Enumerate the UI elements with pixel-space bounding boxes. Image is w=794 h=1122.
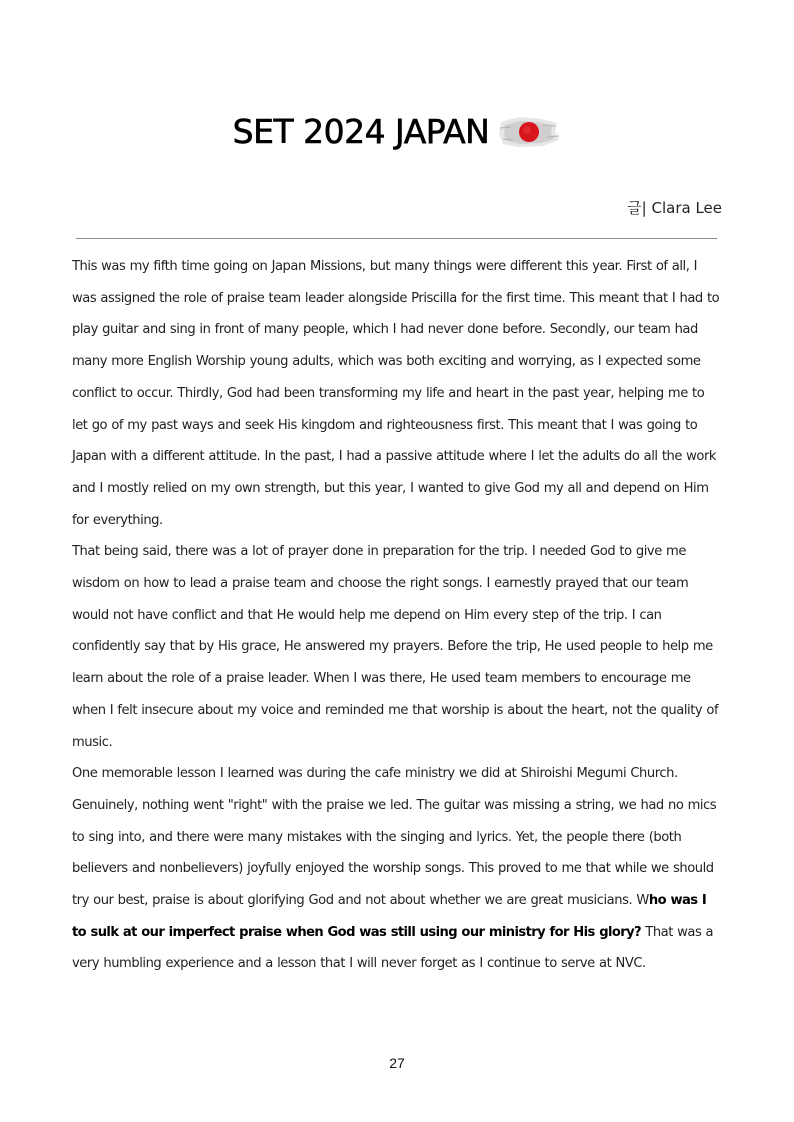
- paragraph-2: That being said, there was a lot of prayer done in preparation for the trip. I needed God to give me wisdom on how to lead a praise team and choose the right songs. I earnestly prayed that our team would not have conflict and that He would help me depend on Him every step of the trip. I can confidently say that by His grace, He answered my prayers. Before the trip, He used people to help me learn about the role of a praise leader. When I was there, He used team members to encourage me when I felt insecure about my voice and reminded me that worship is about the heart, not the quality of music.: [72, 544, 719, 750]
- divider: [76, 238, 717, 239]
- author-byline: 글| Clara Lee: [627, 199, 722, 217]
- emphasized-quote: ho was I to sulk at our imperfect praise when God was still using our ministry for His glory?: [72, 893, 707, 940]
- paragraph-3: [72, 758, 722, 980]
- paragraph-1: This was my fifth time going on Japan Missions, but many things were different this year. First of all, I was assigned the role of praise team leader alongside Priscilla for the first time. This meant that I had to play guitar and sing in front of many people, which I had never done before. Secondly, our team had many more English Worship young adults, which was both exciting and worrying, as I expected some conflict to occur. Thirdly, God had been transforming my life and heart in the past year, helping me to let go of my past ways and seek His kingdom and righteousness first. This meant that I was going to Japan with a different attitude. In the past, I had a passive attitude where I let the adults do all the work and I mostly relied on my own strength, but this year, I wanted to give God my all and depend on Him for everything.: [72, 259, 720, 528]
- paragraph-3-text: One memorable lesson I learned was during the cafe ministry we did at Shiroishi Megumi Church. Genuinely, nothing went "right" with the praise we led. The guitar was missing a string, we had no mics to sing into, and there were many mistakes with the singing and lyrics. Yet, the people there (both believers and nonbelievers) joyfully enjoyed the worship songs. This proved to me that while we should try our best, praise is about glorifying God and not about whether we are great musicians. W: [72, 766, 717, 909]
- page-title: SET 2024 JAPAN: [232, 112, 490, 151]
- japan-flag-icon: [497, 114, 561, 150]
- page-number: 27: [389, 1055, 405, 1071]
- article-body: [72, 251, 722, 980]
- paragraph-3-ending: That was a very humbling experience and a lesson that I will never forget as I continue to serve at NVC.: [72, 924, 714, 972]
- title-row: [0, 112, 794, 151]
